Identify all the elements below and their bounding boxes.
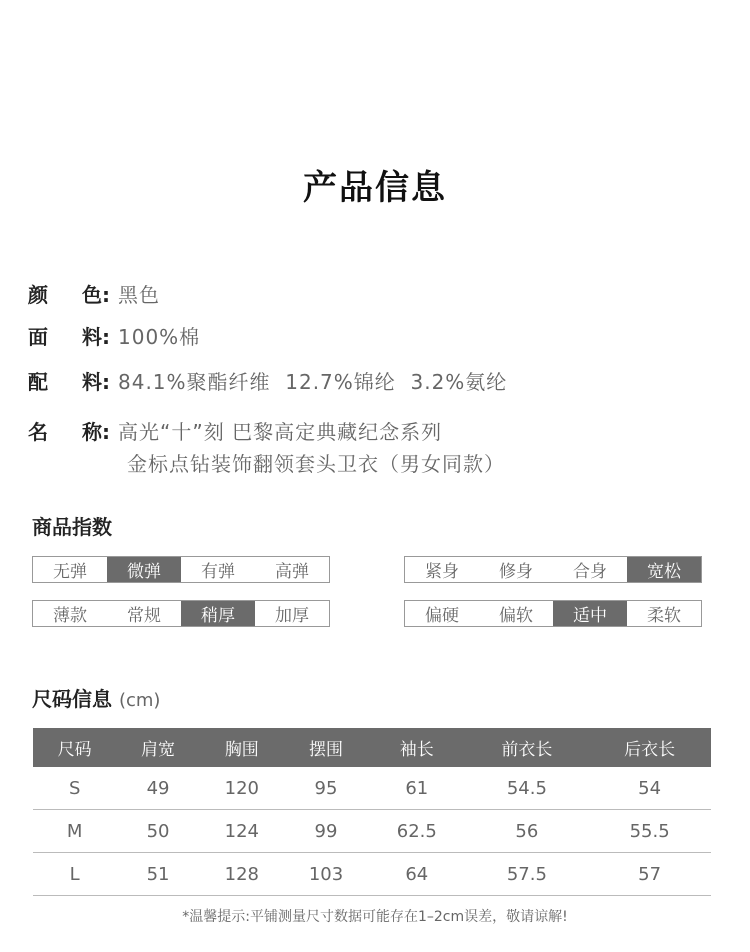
info-color-row <box>28 279 160 308</box>
size-column-header: 后衣长 <box>588 728 711 767</box>
index-stretch-option: 高弹 <box>275 562 309 582</box>
index-fit-option: 合身 <box>573 562 607 582</box>
info-color-value: 黑色 <box>118 283 160 307</box>
table-cell: 55.5 <box>588 810 711 853</box>
table-cell: M <box>33 810 116 853</box>
table-cell: 57.5 <box>466 853 589 896</box>
size-column-header: 摆围 <box>284 728 368 767</box>
table-cell: 99 <box>284 810 368 853</box>
table-cell: 57 <box>588 853 711 896</box>
index-fit-option: 宽松 <box>627 557 701 582</box>
size-table-header <box>33 728 711 767</box>
index-stretch-scale <box>32 556 330 583</box>
info-color-label: 颜 色: <box>28 283 110 307</box>
index-softness-option: 适中 <box>553 601 627 626</box>
table-cell: 103 <box>284 853 368 896</box>
info-fabric-row <box>28 321 200 350</box>
size-column-header: 尺码 <box>33 728 116 767</box>
table-cell: 49 <box>116 767 199 810</box>
info-lining-value: 84.1%聚酯纤维 12.7%锦纶 3.2%氨纶 <box>118 370 508 394</box>
info-name-line2: 金标点钻装饰翻领套头卫衣（男女同款） <box>127 452 505 476</box>
index-thickness-option: 稍厚 <box>181 601 255 626</box>
table-row <box>33 853 711 896</box>
table-cell: 56 <box>466 810 589 853</box>
info-fabric-label: 面 料: <box>28 325 110 349</box>
table-row <box>33 810 711 853</box>
size-column-header: 肩宽 <box>116 728 199 767</box>
table-cell: S <box>33 767 116 810</box>
index-stretch-option: 有弹 <box>201 562 235 582</box>
size-table <box>33 728 711 896</box>
index-softness-scale <box>404 600 702 627</box>
index-fit-option: 紧身 <box>425 562 459 582</box>
info-name-row <box>28 416 442 445</box>
index-heading: 商品指数 <box>32 515 112 539</box>
table-cell: 128 <box>200 853 284 896</box>
table-cell: 61 <box>368 767 465 810</box>
index-softness-option: 偏硬 <box>425 606 459 626</box>
table-cell: 120 <box>200 767 284 810</box>
index-softness-option: 偏软 <box>499 606 533 626</box>
table-cell: 54.5 <box>466 767 589 810</box>
table-cell: 64 <box>368 853 465 896</box>
info-lining-row <box>28 366 507 395</box>
size-unit: (cm) <box>118 690 161 711</box>
table-cell: L <box>33 853 116 896</box>
size-table-body <box>33 767 711 896</box>
index-thickness-option: 加厚 <box>275 606 309 626</box>
table-cell: 54 <box>588 767 711 810</box>
size-column-header: 胸围 <box>200 728 284 767</box>
info-name-line1: 高光“十”刻 巴黎高定典藏纪念系列 <box>118 420 443 444</box>
measurement-note: *温馨提示:平铺测量尺寸数据可能存在1–2cm误差，敬请谅解! <box>182 909 568 925</box>
size-column-header: 前衣长 <box>466 728 589 767</box>
size-column-header: 袖长 <box>368 728 465 767</box>
index-stretch-option: 无弹 <box>53 562 87 582</box>
table-cell: 50 <box>116 810 199 853</box>
table-cell: 124 <box>200 810 284 853</box>
table-row <box>33 767 711 810</box>
table-cell: 51 <box>116 853 199 896</box>
page-title: 产品信息 <box>303 168 447 208</box>
index-thickness-option: 薄款 <box>53 606 87 626</box>
index-fit-scale <box>404 556 702 583</box>
info-lining-label: 配 料: <box>28 370 110 394</box>
index-stretch-option: 微弹 <box>107 557 181 582</box>
index-thickness-option: 常规 <box>127 606 161 626</box>
table-cell: 95 <box>284 767 368 810</box>
info-name-label: 名 称: <box>28 420 110 444</box>
info-fabric-value: 100%棉 <box>118 325 201 349</box>
index-thickness-scale <box>32 600 330 627</box>
index-softness-option: 柔软 <box>647 606 681 626</box>
index-fit-option: 修身 <box>499 562 533 582</box>
size-heading: 尺码信息 (cm) <box>32 687 161 711</box>
table-cell: 62.5 <box>368 810 465 853</box>
